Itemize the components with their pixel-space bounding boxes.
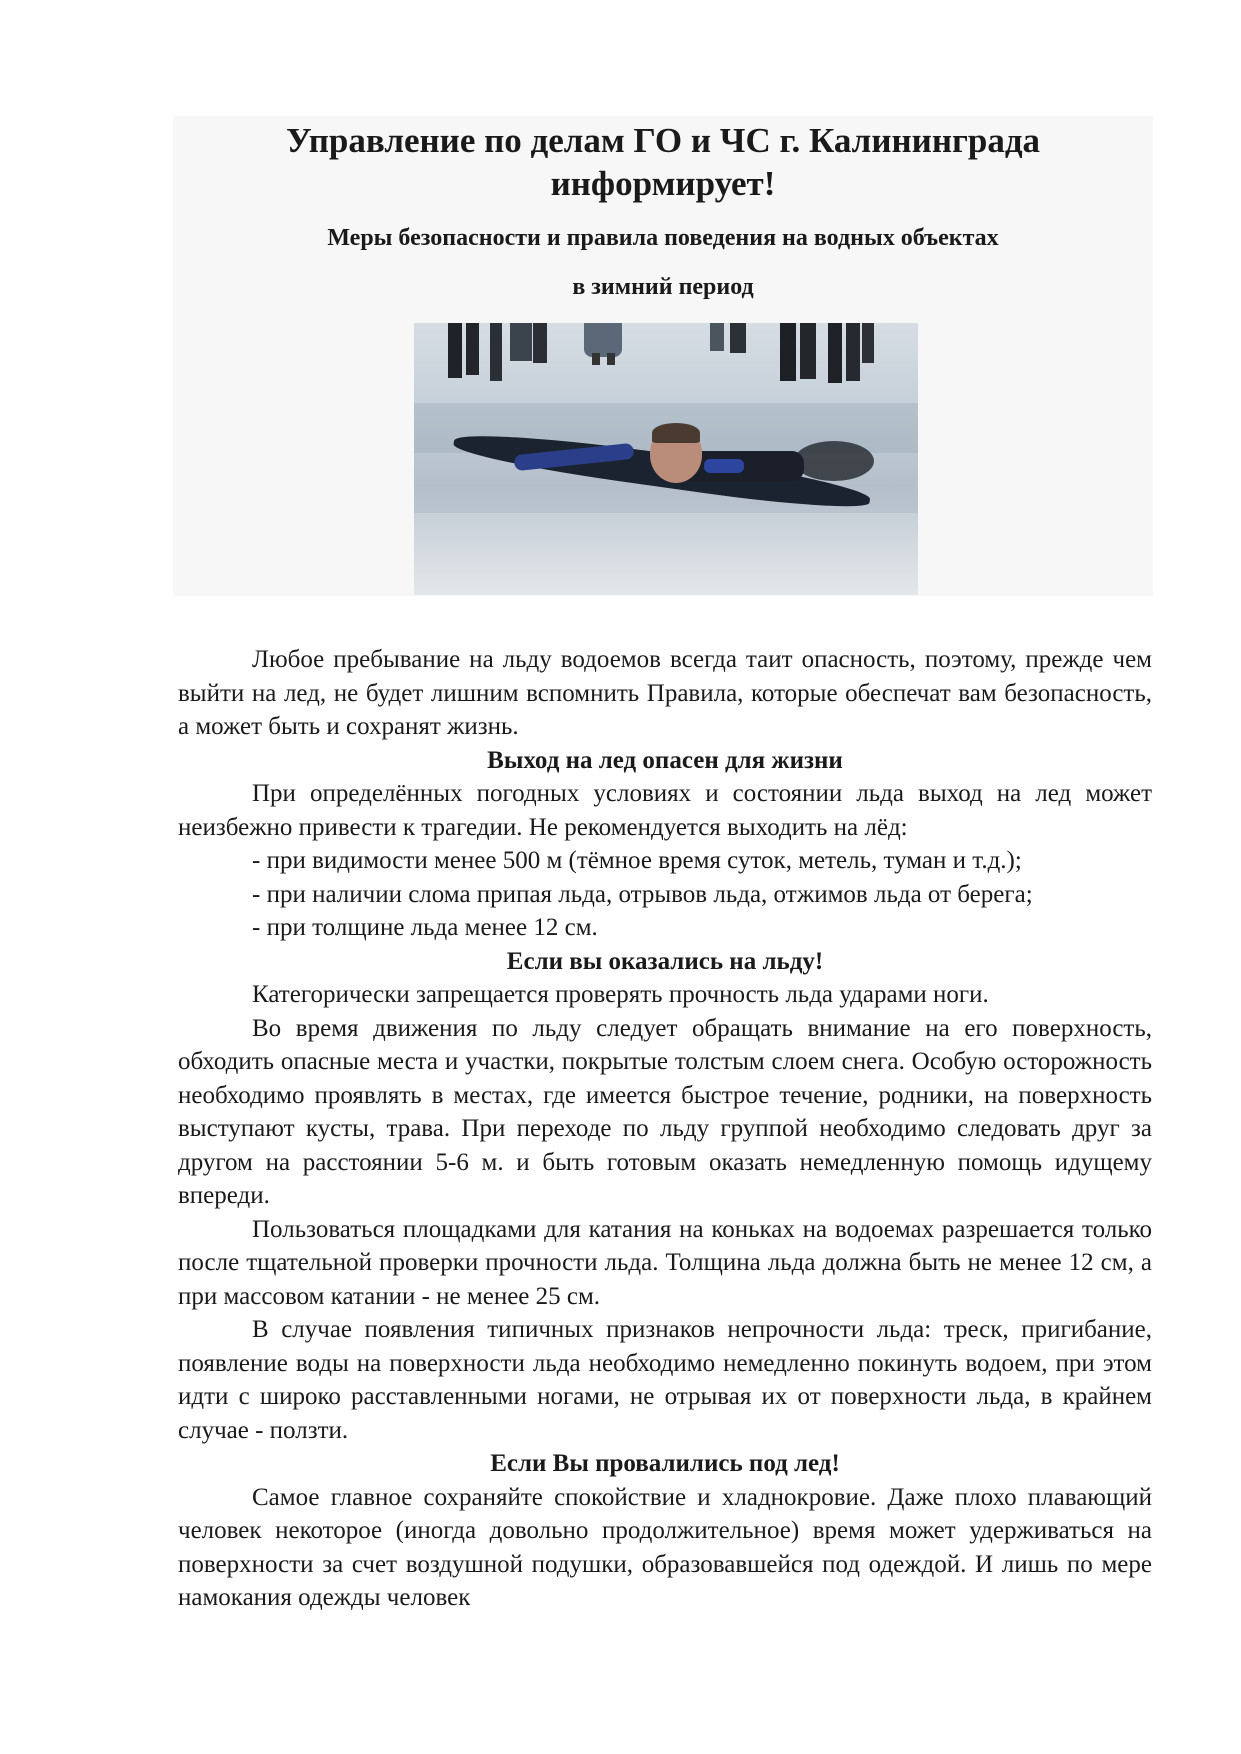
list-item: - при наличии слома припая льда, отрывов льда, отжимов льда от берега; [252, 880, 1033, 908]
section-heading: Если Вы провалились под лед! [490, 1450, 840, 1477]
paragraph: В случае появления типичных признаков непрочности льда: треск, пригибание, появление воды на поверхности льда необходимо немедленно покинуть водоем, при этом идти с широко расставленными ногами, не отрывая их от поверхности льда, в крайнем случае - ползти. [178, 1316, 1152, 1444]
subtitle-line-2: в зимний период [572, 274, 754, 300]
page-title: Управление по делам ГО и ЧС г. Калининграда информирует! [285, 121, 1041, 203]
section-heading: Если вы оказались на льду! [506, 947, 824, 975]
section-heading: Выход на лед опасен для жизни [487, 746, 843, 774]
ice-rescue-photo [414, 323, 918, 595]
paragraph: Во время движения по льду следует обращать внимание на его поверхность, обходить опасные места и участки, покрытые толстым слоем снега. Особую осторожность необходимо проявлять в местах, где имеется быстрое течение, родники, на поверхность выступают кусты, трава. При переходе по льду группой необходимо следовать друг за другом на расстоянии 5-6 м. и быть готовым оказать немедленную помощь идущему впереди. [178, 1014, 1152, 1209]
paragraph: Самое главное сохраняйте спокойствие и хладнокровие. Даже плохо плавающий человек некоторое (иногда довольно продолжительное) время может удерживаться на поверхности за счет воздушной подушки, образовавшейся под одеждой. И лишь по мере намокания одежды человек [178, 1483, 1152, 1611]
body-text [178, 643, 1152, 1615]
list-item: - при видимости менее 500 м (тёмное время суток, метель, туман и т.д.); [252, 847, 1022, 874]
subtitle-line-1: Меры безопасности и правила поведения на водных объектах [327, 225, 999, 251]
list-item: - при толщине льда менее 12 см. [252, 914, 598, 941]
paragraph: Категорически запрещается проверять прочность льда ударами ноги. [252, 981, 989, 1008]
intro-paragraph: Любое пребывание на льду водоемов всегда таит опасность, поэтому, прежде чем выйти на лед, не будет лишним вспомнить Правила, которые обеспечат вам безопасность, а может быть и сохранят жизнь. [178, 646, 1152, 740]
paragraph: Пользоваться площадками для катания на коньках на водоемах разрешается только после тщательной проверки прочности льда. Толщина льда должна быть не менее 12 см, а при массовом катании - не менее 25 см. [178, 1215, 1152, 1310]
paragraph: При определённых погодных условиях и состоянии льда выход на лед может неизбежно привести к трагедии. Не рекомендуется выходить на лёд: [178, 780, 1152, 841]
